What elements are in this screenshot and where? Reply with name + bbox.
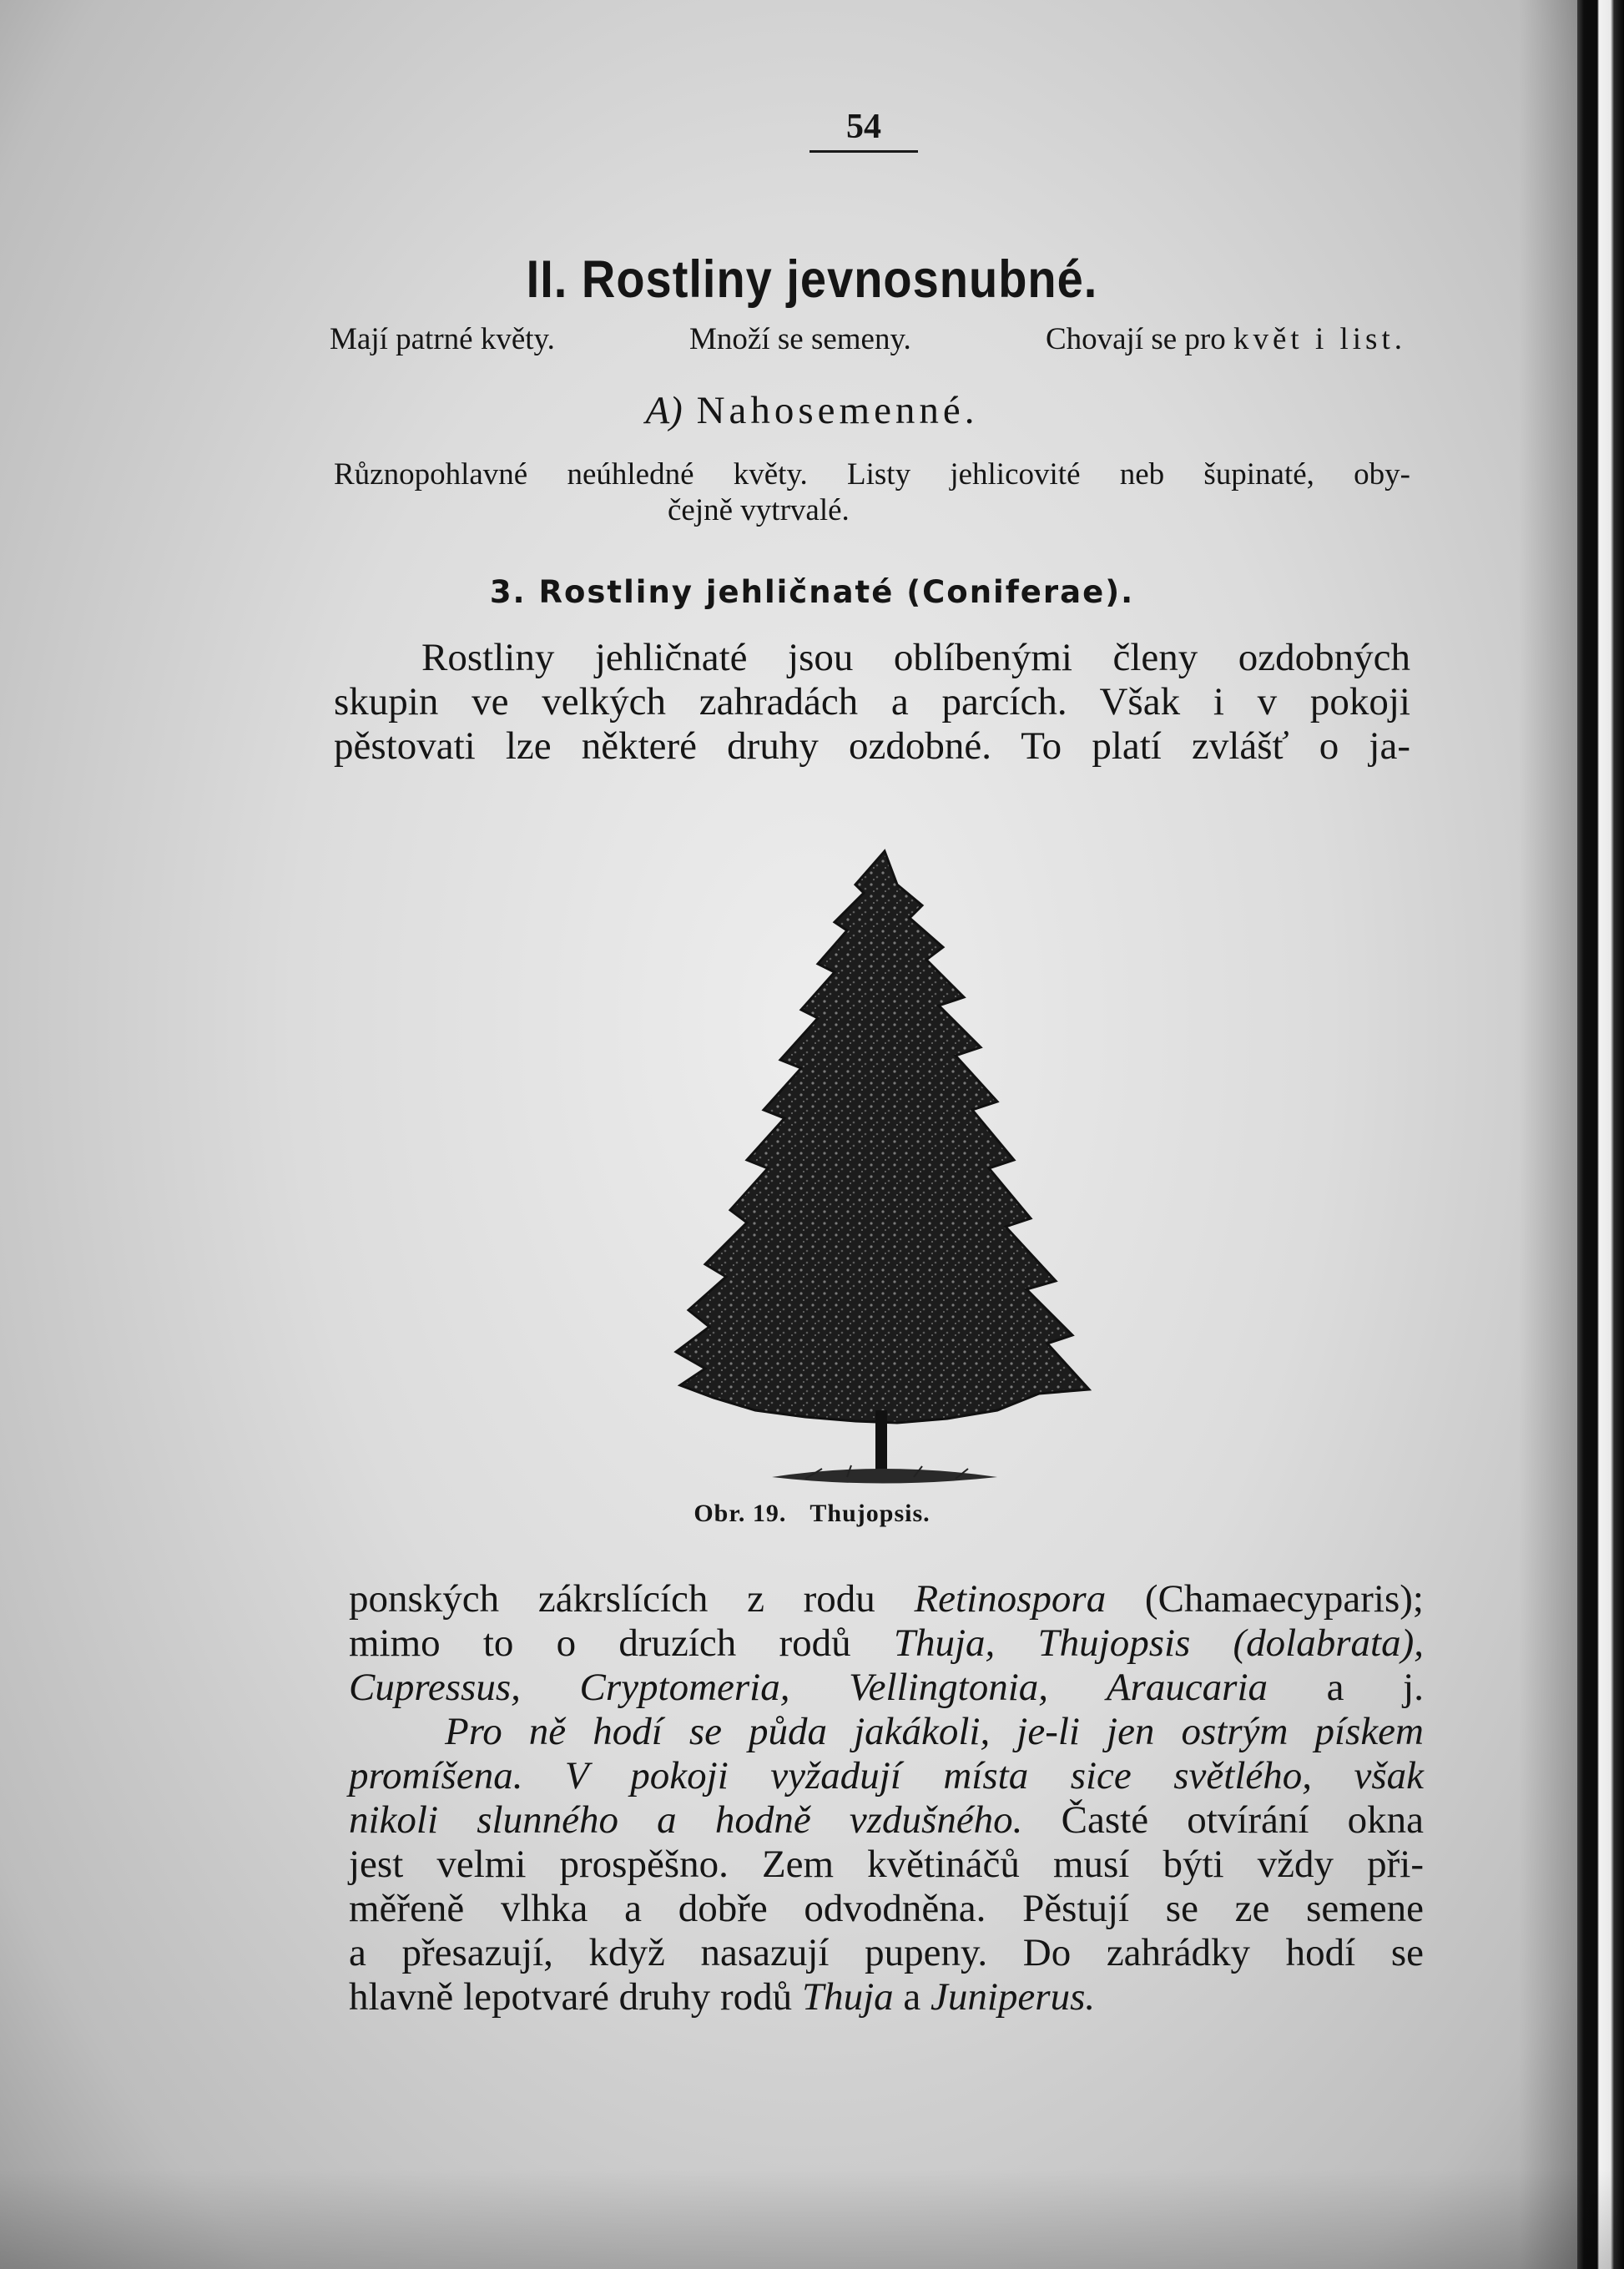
family-heading: 3. Rostliny jehličnaté (Coniferae). [489,574,1135,610]
paragraph-2-line-10 [349,1975,1424,2019]
figure-caption-label: Obr. 19. [693,1500,787,1527]
intro-part-3 [1046,321,1406,357]
intro-part-1: Mají patrné květy. [330,322,555,356]
paragraph-1 [334,636,1410,769]
paragraph-2-line-6 [349,1798,1424,1843]
p2-l3-tail: a j. [1268,1666,1424,1709]
p2-l10-genus-1: Thuja [801,1975,894,2019]
subsection-desc-line-2: čejně vytrvalé. [668,493,850,527]
p2-l10-genus-2: Juniperus. [931,1975,1096,2019]
paragraph-2-line-7: jest velmi prospěšno. Zem květináčů musí býti vždy při- [349,1843,1424,1886]
paragraph-2-line-9: a přesazují, když nasazují pupeny. Do zahrádky hodí se [349,1931,1424,1974]
paragraph-1-line-1: Rostliny jehličnaté jsou oblíbenými členy ozdobných [421,636,1410,679]
subsection-heading [0,388,1624,433]
thujopsis-tree-illustration [647,834,1114,1502]
page-number: 54 [809,107,918,153]
p2-l2-text: mimo to o druzích rodů [349,1621,894,1665]
p2-l6-text: Časté otvírání okna [1022,1798,1424,1842]
subsection-title: Nahosemenné. [696,389,979,432]
p2-l10-and: a [893,1975,931,2019]
paragraph-2-line-8: měřeně vlhka a dobře odvodněna. Pěstují se ze semene [349,1887,1424,1930]
intro-part-3b: květ i list. [1233,322,1406,356]
figure-caption [0,1500,1624,1528]
page-edge-shadow [1519,0,1577,2269]
p2-l6-italic: nikoli slunného a hodně vzdušného. [349,1798,1023,1842]
paragraph-2-line-2 [349,1621,1424,1666]
paragraph-2-line-1 [349,1577,1424,1621]
paragraph-2-line-4 [349,1710,1424,1754]
paragraph-2-line-5 [349,1754,1424,1798]
paragraph-1-line-2: skupin ve velkých zahradách a parcích. Však i v pokoji [334,680,1410,724]
p2-l1-genus: Retinospora [914,1577,1107,1621]
paragraph-1-line-3: pěstovati lze některé druhy ozdobné. To platí zvlášť o ja- [334,724,1410,768]
section-intro [330,321,1406,357]
intro-part-3a: Chovají se pro [1045,322,1226,356]
p2-l5-italic: promíšena. V pokoji vyžadují místa sice světlého, však [349,1754,1424,1798]
book-spine [1577,0,1624,2269]
p2-l10-text: hlavně lepotvaré druhy rodů [349,1975,802,2019]
p2-l2-genera: Thuja, Thujopsis (dolabrata), [893,1621,1424,1665]
intro-part-2: Množí se semeny. [689,322,911,356]
paragraph-2 [349,1577,1424,2019]
p2-l1-text: ponských zákrslících z rodu [349,1577,915,1621]
figure-caption-name: Thujopsis. [809,1500,931,1527]
p2-l3-genera: Cupressus, Cryptomeria, Vellingtonia, Araucaria [349,1666,1268,1709]
section-title: II. Rostliny jevnosnubné. [526,250,1098,309]
paragraph-2-line-3 [349,1666,1424,1710]
p2-l1-tail: (Chamaecyparis); [1106,1577,1424,1621]
subsection-desc-line-1: Různopohlavné neúhledné květy. Listy jehlicovité neb šupinaté, oby- [334,457,1410,492]
subsection-letter: A) [645,389,683,432]
page-bottom-shadow [0,2169,1624,2269]
p2-l4-italic: Pro ně hodí se půda jakákoli, je-li jen ostrým pískem [445,1710,1424,1753]
